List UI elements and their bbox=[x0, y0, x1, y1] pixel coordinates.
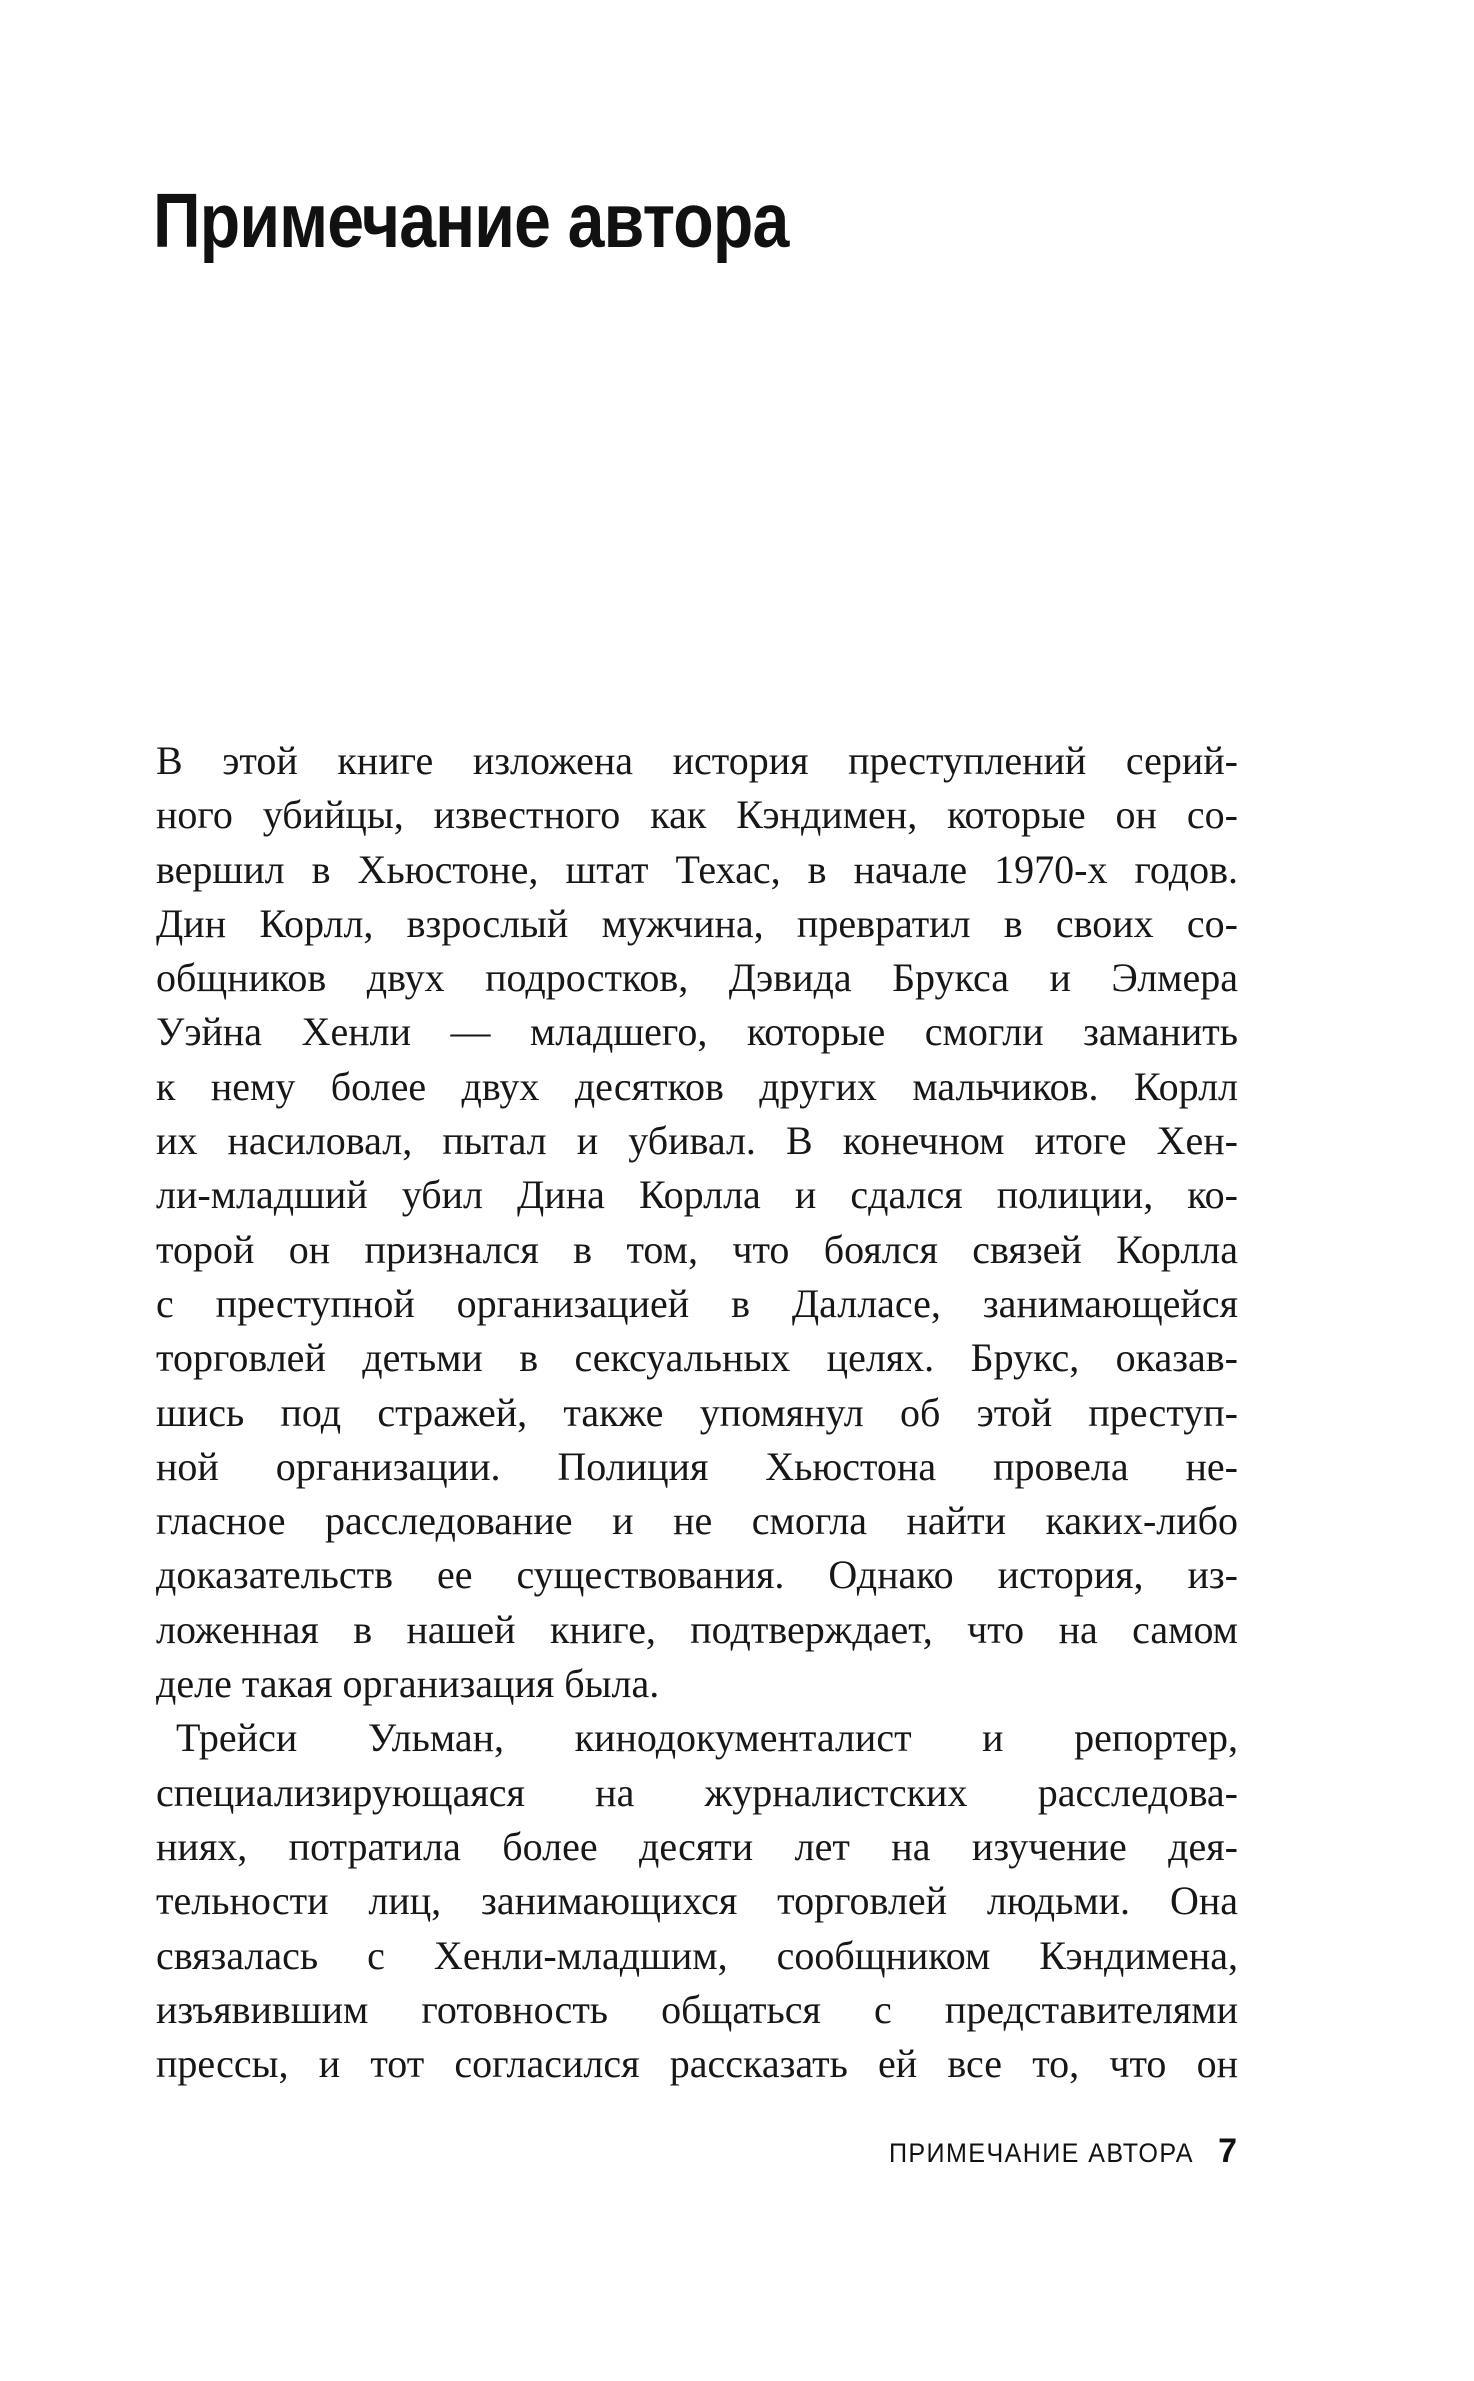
text-line: ложенная в нашей книге, подтверждает, что на самом bbox=[156, 1606, 1238, 1652]
text-line: ниях, потратила более десяти лет на изучение дея- bbox=[156, 1823, 1238, 1869]
page-title: Примечание автора bbox=[153, 178, 789, 264]
text-line: Дин Корлл, взрослый мужчина, превратил в своих со- bbox=[156, 900, 1238, 946]
body-text bbox=[156, 734, 1238, 2091]
text-line: изъявившим готовность общаться с представителями bbox=[156, 1986, 1238, 2032]
text-line: специализирующаяся на журналистских расследова- bbox=[156, 1769, 1238, 1815]
footer-page-number: 7 bbox=[1218, 2132, 1237, 2170]
text-line: торговлей детьми в сексуальных целях. Брукс, оказав- bbox=[156, 1335, 1238, 1381]
text-line: доказательств ее существования. Однако история, из- bbox=[156, 1552, 1238, 1598]
page-footer bbox=[866, 2132, 1237, 2171]
text-line: связалась с Хенли-младшим, сообщником Кэндимена, bbox=[156, 1932, 1238, 1978]
text-line: В этой книге изложена история преступлений серий- bbox=[156, 738, 1238, 783]
text-line: вершил в Хьюстоне, штат Техас, в начале 1970-х годов. bbox=[156, 846, 1238, 892]
text-line: гласное расследование и не смогла найти каких-либо bbox=[156, 1498, 1238, 1544]
text-line: ной организации. Полиция Хьюстона провела не- bbox=[156, 1443, 1238, 1489]
text-line: их насиловал, пытал и убивал. В конечном итоге Хен- bbox=[156, 1118, 1238, 1164]
text-line: деле такая организация была. bbox=[156, 1661, 660, 1707]
footer-section-label: ПРИМЕЧАНИЕ АВТОРА bbox=[889, 2138, 1195, 2168]
paragraph bbox=[156, 734, 1238, 1711]
text-line: ли-младший убил Дина Корлла и сдался полиции, ко- bbox=[156, 1172, 1238, 1218]
text-line: тельности лиц, занимающихся торговлей людьми. Она bbox=[156, 1878, 1238, 1924]
text-line: торой он признался в том, что боялся связей Корлла bbox=[156, 1226, 1238, 1272]
text-line: Уэйна Хенли — младшего, которые смогли заманить bbox=[156, 1009, 1238, 1055]
text-line: прессы, и тот согласился рассказать ей все то, что он bbox=[156, 2041, 1238, 2087]
text-line: к нему более двух десятков других мальчиков. Корлл bbox=[156, 1063, 1238, 1109]
text-line: шись под стражей, также упомянул об этой преступ- bbox=[156, 1389, 1238, 1435]
text-line: с преступной организацией в Далласе, занимающейся bbox=[156, 1280, 1238, 1326]
text-line: ного убийцы, известного как Кэндимен, которые он со- bbox=[156, 792, 1238, 838]
text-line: общников двух подростков, Дэвида Брукса и Элмера bbox=[156, 955, 1238, 1001]
paragraph bbox=[156, 1711, 1238, 2091]
text-line: Трейси Ульман, кинодокументалист и репортер, bbox=[176, 1715, 1238, 1761]
